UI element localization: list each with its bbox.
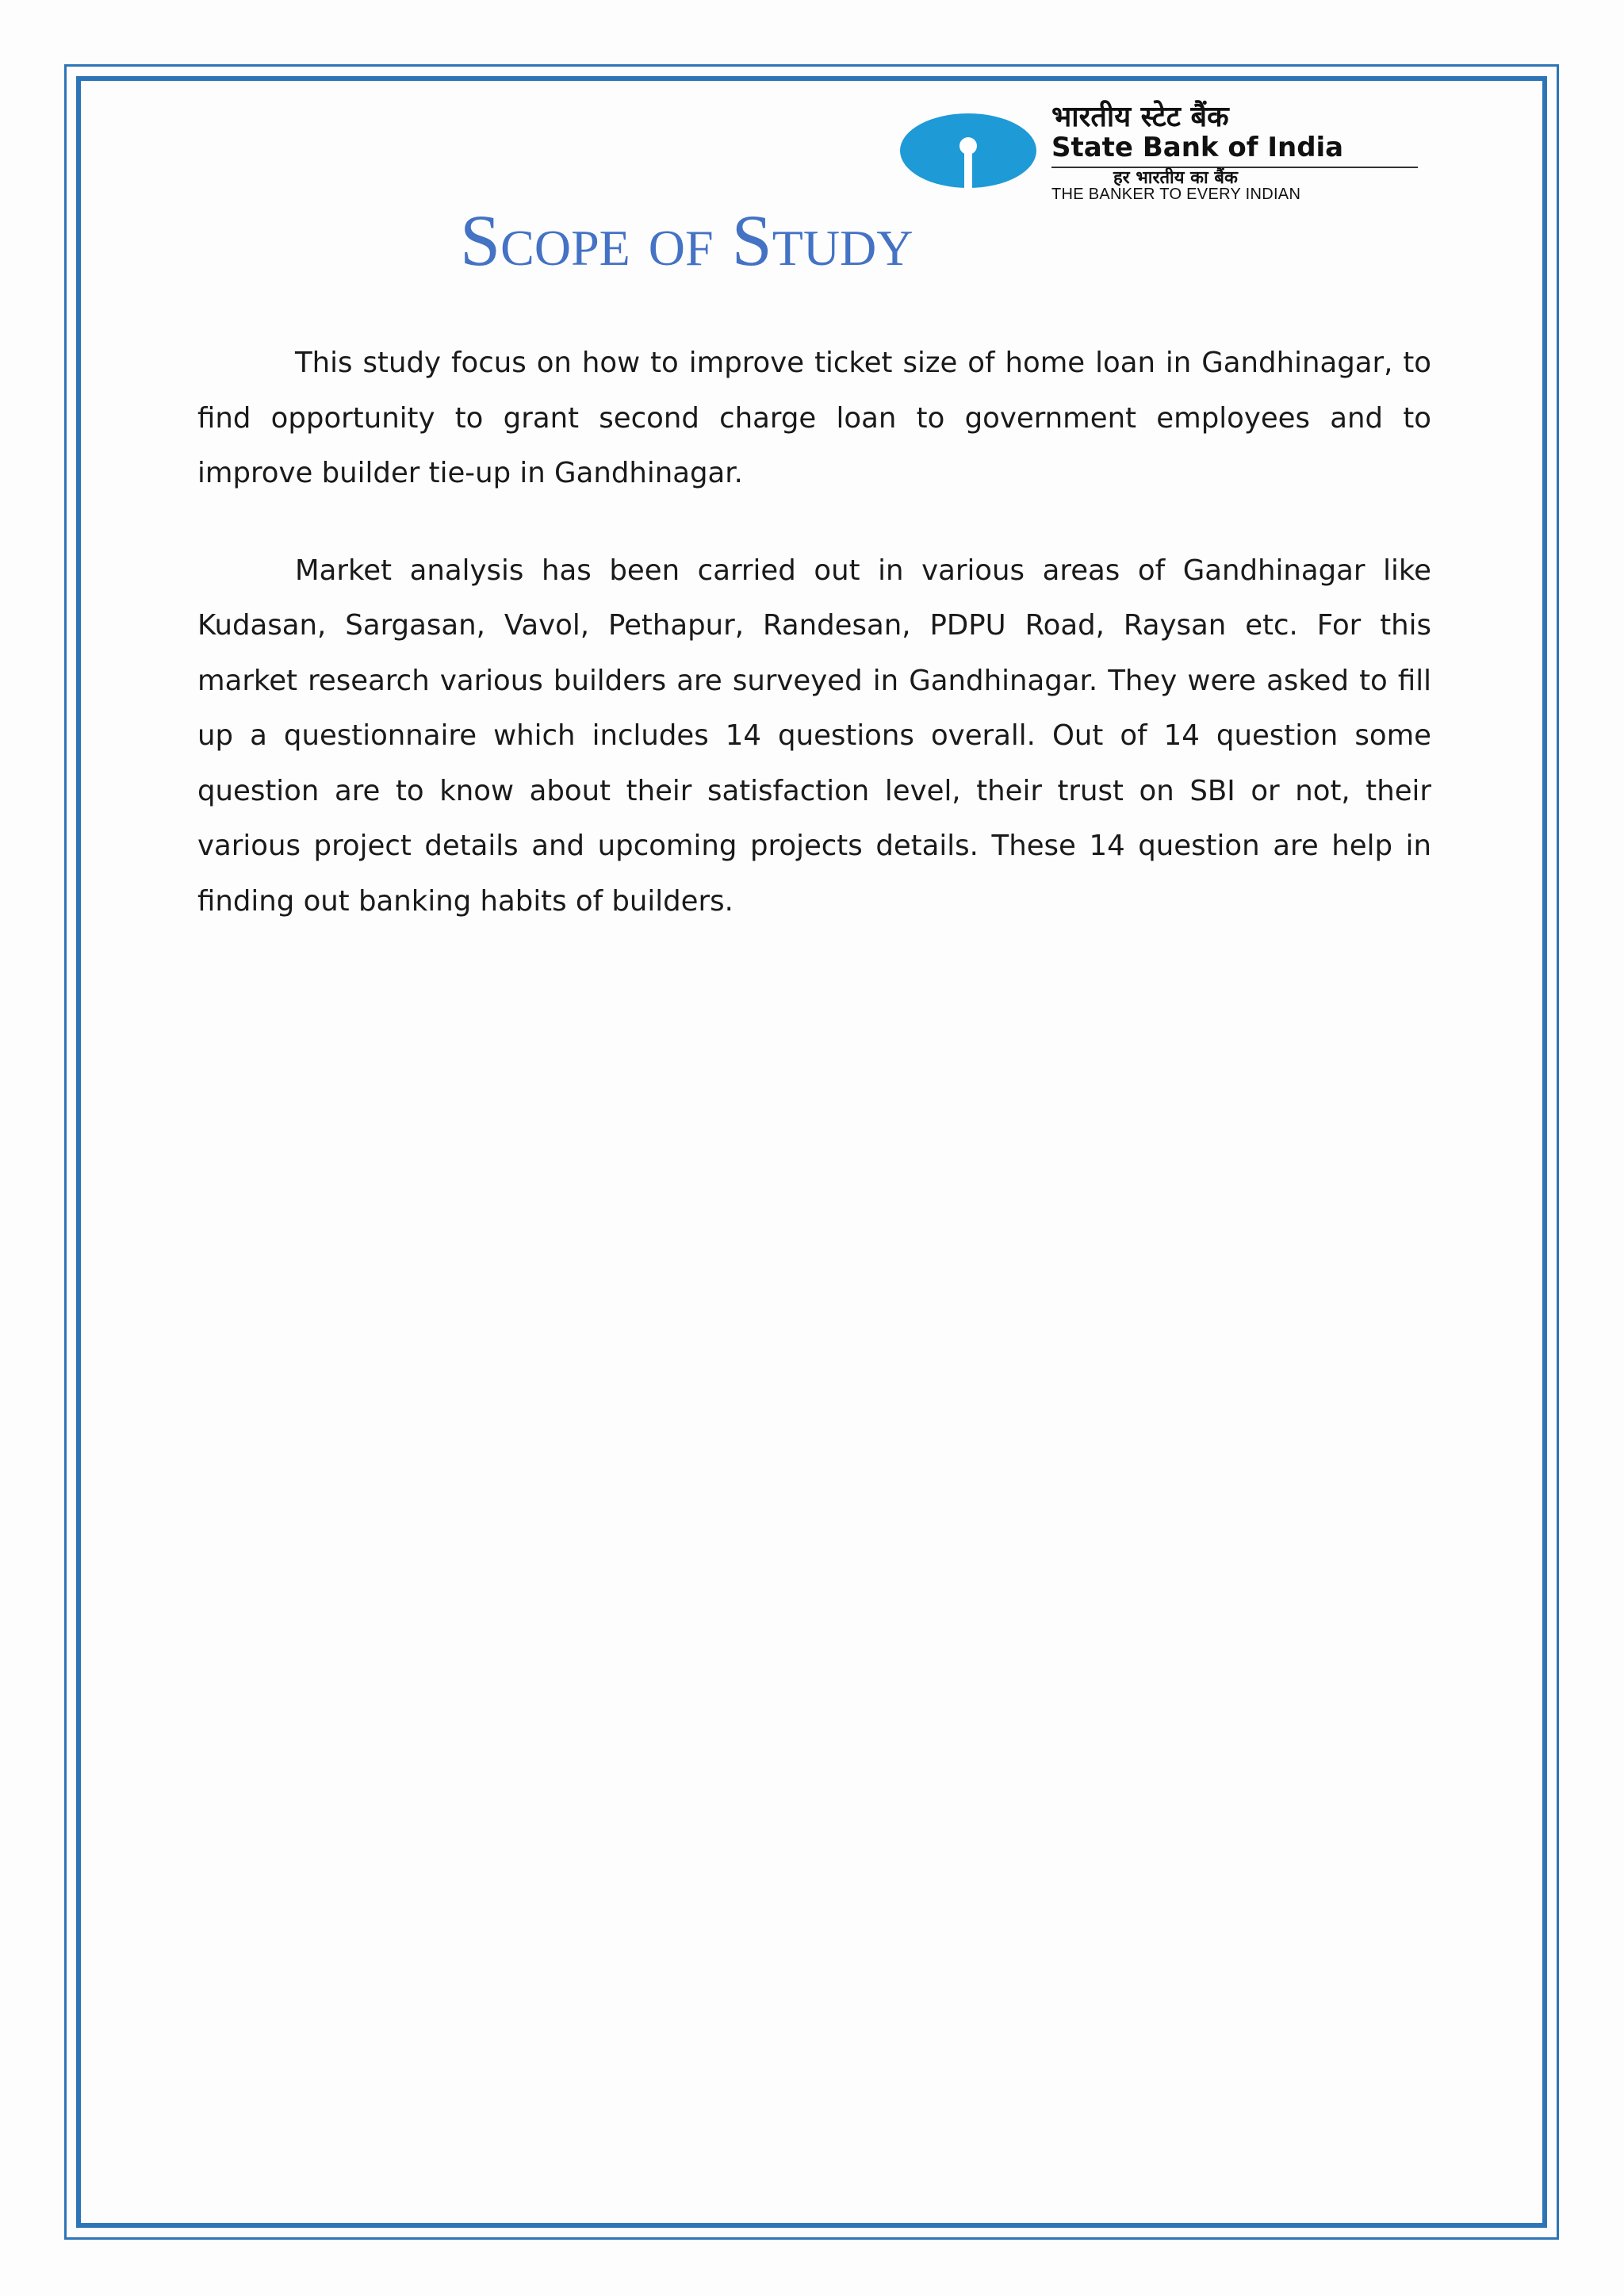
body-text [197, 335, 1431, 929]
logo-hindi-name: भारतीय स्टेट बैंक [1051, 101, 1229, 133]
sbi-logo [899, 102, 1423, 201]
sbi-keyhole-icon [899, 113, 1037, 189]
paragraph: Market analysis has been carried out in various areas of Gandhinagar like Kudasan, Sargasan, Vavol, Pethapur, Randesan, PDPU Road, Raysan etc. For this market research various builders are surveyed in Gandhinagar. They were asked to fill up a questionnaire which includes 14 questions overall. Out of 14 question some question are to know about their satisfaction level, their trust on SBI or not, their various project details and upcoming projects details. These 14 question are help in finding out banking habits of builders. [197, 554, 1431, 918]
paragraph: This study focus on how to improve ticket size of home loan in Gandhinagar, to find opportunity to grant second charge loan to government employees and to improve builder tie-up in Gandhinagar. [197, 347, 1431, 489]
logo-tagline: THE BANKER TO EVERY INDIAN [1051, 186, 1301, 203]
logo-hindi-tagline: हर भारतीय का बैंक [1113, 168, 1238, 188]
logo-english-name: State Bank of India [1051, 132, 1344, 163]
page-title: Scope of Study [460, 200, 914, 281]
